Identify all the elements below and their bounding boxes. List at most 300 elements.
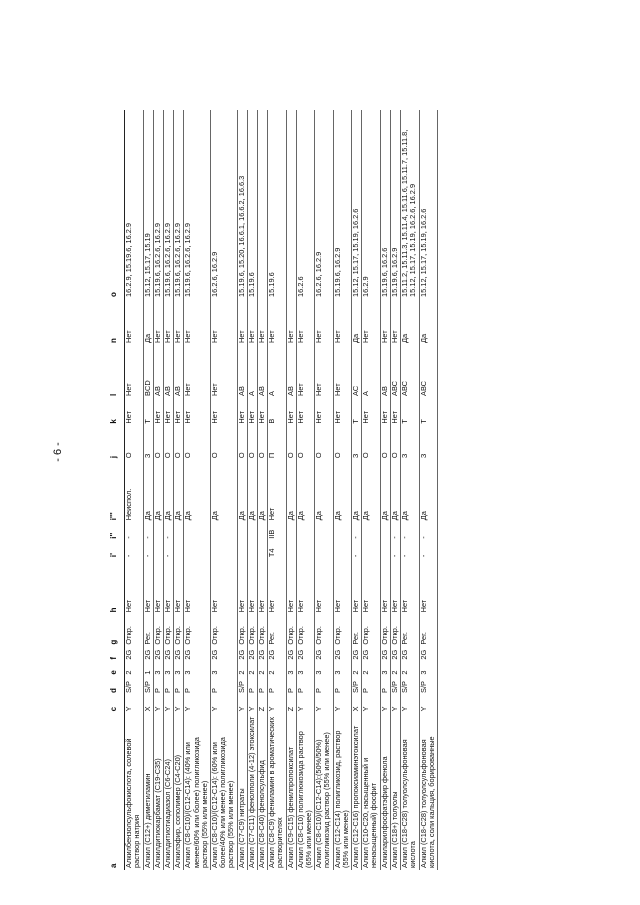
table-row bbox=[352, 110, 362, 870]
cell-fire-protection: Нет bbox=[333, 345, 351, 398]
cell-hazard: S/P bbox=[125, 677, 143, 695]
cell-apparatus-group: - bbox=[164, 522, 174, 540]
cell-ship-type: 3 bbox=[174, 662, 184, 677]
table-body bbox=[125, 110, 438, 870]
cell-gauging: О bbox=[390, 426, 400, 461]
cell-gauging: О bbox=[258, 426, 268, 461]
cell-flashpoint: Да bbox=[237, 460, 247, 522]
cell-gauging: О bbox=[164, 426, 174, 461]
cell-ship-type: 3 bbox=[296, 662, 314, 677]
cell-emergency-equipment: Нет bbox=[174, 299, 184, 345]
cell-temp-class bbox=[153, 541, 163, 559]
cell-tank-type: 2G bbox=[362, 647, 380, 662]
cell-flashpoint: Да bbox=[315, 460, 333, 522]
cell-fire-protection: АВ bbox=[164, 345, 174, 398]
cell-vapour-detection: Нет bbox=[237, 398, 247, 426]
cell-gauging: О bbox=[315, 426, 333, 461]
cell-hazard: P bbox=[315, 677, 333, 695]
table-row bbox=[247, 110, 257, 870]
cell-apparatus-group: - bbox=[419, 522, 437, 540]
cell-apparatus-group bbox=[286, 522, 296, 540]
cell-special-requirements: 15.12, 15.17, 15.19 bbox=[143, 110, 153, 299]
cell-flashpoint: Да bbox=[247, 460, 257, 522]
cell-hazard: P bbox=[296, 677, 314, 695]
cell-temp-class: - bbox=[143, 541, 153, 559]
column-header: l bbox=[110, 345, 125, 398]
cell-category: Y bbox=[380, 695, 390, 713]
cell-fire-protection: А bbox=[268, 345, 286, 398]
cell-hazard: P bbox=[362, 677, 380, 695]
cell-vapour-detection: Нет bbox=[258, 398, 268, 426]
cell-hazard: P bbox=[164, 677, 174, 695]
cell-emergency-equipment: Нет bbox=[211, 299, 238, 345]
cell-gauging: З bbox=[401, 426, 419, 461]
cell-temp-class: Т4 bbox=[268, 541, 286, 559]
cell-vapour-detection: Нет bbox=[247, 398, 257, 426]
cell-product-name: Алкилэфир, сополимер (С4-С20) bbox=[174, 713, 184, 870]
cell-environment: Нет bbox=[296, 559, 314, 614]
cell-fire-protection: АВ bbox=[153, 345, 163, 398]
cell-special-requirements: 15.19.6, 16.2.6, 16.2.9 bbox=[174, 110, 184, 299]
cell-environment: Нет bbox=[247, 559, 257, 614]
cell-flashpoint: Да bbox=[153, 460, 163, 522]
cell-tank-vents: Рег. bbox=[401, 614, 419, 646]
cell-flashpoint: Да bbox=[184, 460, 211, 522]
cell-category: Y bbox=[268, 695, 286, 713]
cell-fire-protection: А bbox=[362, 345, 380, 398]
column-header: i' bbox=[110, 541, 125, 559]
cell-product-name: Алкил (С18-С28) толуолсульфоновая кислота, соли кальция, борированные bbox=[419, 713, 437, 870]
cell-tank-type: 2G bbox=[315, 647, 333, 662]
table-row bbox=[211, 110, 238, 870]
cell-special-requirements: 15.19.6, 16.2.6, 16.2.9 bbox=[184, 110, 211, 299]
cell-tank-type: 2G bbox=[125, 647, 143, 662]
cell-apparatus-group bbox=[380, 522, 390, 540]
table-row bbox=[143, 110, 153, 870]
cell-emergency-equipment: Да bbox=[143, 299, 153, 345]
cell-fire-protection: АВ bbox=[237, 345, 247, 398]
cell-environment: Нет bbox=[286, 559, 296, 614]
cell-apparatus-group bbox=[362, 522, 380, 540]
cell-product-name: Алкил (С12+) диметиламин bbox=[143, 713, 153, 870]
cell-emergency-equipment: Нет bbox=[286, 299, 296, 345]
cell-ship-type: 2 bbox=[237, 662, 247, 677]
page-number: - 6 - bbox=[52, 442, 64, 462]
cell-ship-type: 3 bbox=[286, 662, 296, 677]
cell-special-requirements: 15.19.6, 16.2.9 bbox=[333, 110, 351, 299]
cell-product-name: Алкил (С9-С15) фенилпропоксилат bbox=[286, 713, 296, 870]
cell-fire-protection: АС bbox=[352, 345, 362, 398]
cell-ship-type: 2 bbox=[362, 662, 380, 677]
cell-emergency-equipment: Нет bbox=[153, 299, 163, 345]
cell-product-name: Алкил (С7-С9) нитраты bbox=[237, 713, 247, 870]
cell-apparatus-group bbox=[153, 522, 163, 540]
cell-product-name: Алкил (С8-С10)/(С12-С14): (60% или более/40% или менее) полигликозида раствор (55% или менее) bbox=[211, 713, 238, 870]
cell-emergency-equipment: Нет bbox=[164, 299, 174, 345]
cell-special-requirements: 16.2.9, 15.19.6, 16.2.9 bbox=[125, 110, 143, 299]
cell-tank-type: 2G bbox=[164, 647, 174, 662]
cell-emergency-equipment: Нет bbox=[125, 299, 143, 345]
cell-tank-vents: Откр. bbox=[164, 614, 174, 646]
column-header: j bbox=[110, 426, 125, 461]
cell-ship-type: 3 bbox=[153, 662, 163, 677]
cell-gauging: О bbox=[333, 426, 351, 461]
cell-temp-class bbox=[362, 541, 380, 559]
cell-environment: Нет bbox=[419, 559, 437, 614]
cell-tank-vents: Откр. bbox=[362, 614, 380, 646]
cell-emergency-equipment: Нет bbox=[184, 299, 211, 345]
cargo-table bbox=[110, 110, 438, 870]
cell-fire-protection: Нет bbox=[125, 345, 143, 398]
cell-emergency-equipment: Да bbox=[419, 299, 437, 345]
cell-flashpoint: Да bbox=[419, 460, 437, 522]
cell-ship-type: 3 bbox=[333, 662, 351, 677]
cell-flashpoint: Да bbox=[286, 460, 296, 522]
cell-product-name: Алкилдитиокарбамат (С19-С35) bbox=[153, 713, 163, 870]
cell-emergency-equipment: Нет bbox=[315, 299, 333, 345]
column-header: n bbox=[110, 299, 125, 345]
cell-environment: Нет bbox=[380, 559, 390, 614]
cell-apparatus-group bbox=[333, 522, 351, 540]
cell-apparatus-group bbox=[211, 522, 238, 540]
cell-tank-vents: Рег. bbox=[352, 614, 362, 646]
cell-tank-type: 2G bbox=[153, 647, 163, 662]
table-row bbox=[164, 110, 174, 870]
cell-ship-type: 2 bbox=[125, 662, 143, 677]
cell-category: Y bbox=[184, 695, 211, 713]
cell-product-name: Алкил (С7-С11) фенолполи (4-12) этоксилат bbox=[247, 713, 257, 870]
cell-fire-protection: АВ bbox=[286, 345, 296, 398]
cell-fire-protection: BCD bbox=[143, 345, 153, 398]
cell-fire-protection: АВС bbox=[419, 345, 437, 398]
cell-gauging: О bbox=[153, 426, 163, 461]
cell-category: Y bbox=[164, 695, 174, 713]
cell-apparatus-group: - bbox=[390, 522, 400, 540]
table-row bbox=[333, 110, 351, 870]
cell-category: Z bbox=[258, 695, 268, 713]
cell-special-requirements: 16.2.6 bbox=[296, 110, 314, 299]
cell-special-requirements: 15.19.6, 16.2.6, 16.2.9 bbox=[153, 110, 163, 299]
cell-apparatus-group: - bbox=[352, 522, 362, 540]
cell-gauging: З bbox=[143, 426, 153, 461]
cell-product-name: Алкил (С12-С16) пропоксиаминэтоксилат bbox=[352, 713, 362, 870]
cell-vapour-detection: Нет bbox=[286, 398, 296, 426]
cell-product-name: Алкил (С8-С10)/(С12-С14):(50%/50%) полигликозид раствор (55% или менее) bbox=[315, 713, 333, 870]
cell-flashpoint: Да bbox=[296, 460, 314, 522]
cell-environment: Нет bbox=[362, 559, 380, 614]
cell-category: Z bbox=[286, 695, 296, 713]
table-row bbox=[315, 110, 333, 870]
cell-flashpoint: Неиспол. bbox=[125, 460, 143, 522]
cell-hazard: S/P bbox=[390, 677, 400, 695]
cell-environment: Нет bbox=[268, 559, 286, 614]
table-row bbox=[237, 110, 247, 870]
cell-gauging: О bbox=[362, 426, 380, 461]
cell-apparatus-group bbox=[315, 522, 333, 540]
cell-apparatus-group: - bbox=[143, 522, 153, 540]
table-row bbox=[184, 110, 211, 870]
table-row bbox=[125, 110, 143, 870]
cell-special-requirements: 15.19.6 bbox=[247, 110, 257, 299]
cell-tank-vents: Рег. bbox=[143, 614, 153, 646]
cell-tank-vents: Откр. bbox=[153, 614, 163, 646]
cell-tank-type: 2G bbox=[247, 647, 257, 662]
cell-tank-type: 2G bbox=[211, 647, 238, 662]
cell-tank-vents: Откр. bbox=[286, 614, 296, 646]
cell-emergency-equipment: Да bbox=[401, 299, 419, 345]
cell-apparatus-group bbox=[237, 522, 247, 540]
cell-emergency-equipment: Нет bbox=[268, 299, 286, 345]
cell-tank-type: 2G bbox=[237, 647, 247, 662]
cell-flashpoint: Да bbox=[362, 460, 380, 522]
cell-gauging: П bbox=[268, 426, 286, 461]
cell-environment: Нет bbox=[237, 559, 247, 614]
column-header: i''' bbox=[110, 460, 125, 522]
cell-hazard: P bbox=[174, 677, 184, 695]
cell-category: Y bbox=[174, 695, 184, 713]
cell-fire-protection: Нет bbox=[296, 345, 314, 398]
cell-tank-vents: Откр. bbox=[390, 614, 400, 646]
cell-special-requirements: 15.19.6 bbox=[268, 110, 286, 299]
cell-special-requirements: 15.19.6, 16.2.9 bbox=[390, 110, 400, 299]
cell-flashpoint: Да bbox=[211, 460, 238, 522]
cell-tank-vents: Рег. bbox=[268, 614, 286, 646]
cell-flashpoint: Да bbox=[258, 460, 268, 522]
cell-gauging: О bbox=[211, 426, 238, 461]
cell-gauging: О bbox=[380, 426, 390, 461]
cell-special-requirements bbox=[286, 110, 296, 299]
cell-emergency-equipment: Нет bbox=[362, 299, 380, 345]
cell-vapour-detection: Нет bbox=[174, 398, 184, 426]
cell-gauging: О bbox=[296, 426, 314, 461]
cell-environment: Нет bbox=[164, 559, 174, 614]
cell-ship-type: 1 bbox=[143, 662, 153, 677]
cell-temp-class: - bbox=[164, 541, 174, 559]
cell-fire-protection: АВС bbox=[390, 345, 400, 398]
cell-temp-class bbox=[247, 541, 257, 559]
cell-temp-class: - bbox=[419, 541, 437, 559]
cell-product-name: Алкиларилфосфатэфир фенола bbox=[380, 713, 390, 870]
column-header: d bbox=[110, 677, 125, 695]
cell-apparatus-group bbox=[247, 522, 257, 540]
cell-hazard: P bbox=[286, 677, 296, 695]
cell-tank-type: 2G bbox=[184, 647, 211, 662]
cell-tank-type: 2G bbox=[352, 647, 362, 662]
cell-environment: Нет bbox=[125, 559, 143, 614]
cell-vapour-detection: Нет bbox=[125, 398, 143, 426]
cell-category: Y bbox=[247, 695, 257, 713]
cell-environment: Нет bbox=[184, 559, 211, 614]
cell-temp-class bbox=[286, 541, 296, 559]
cell-special-requirements: 15.19.6, 16.2.6, 16.2.9 bbox=[164, 110, 174, 299]
cell-category: Y bbox=[296, 695, 314, 713]
cell-temp-class bbox=[237, 541, 247, 559]
cell-environment: Нет bbox=[333, 559, 351, 614]
cell-temp-class: - bbox=[390, 541, 400, 559]
table-row bbox=[419, 110, 437, 870]
column-header: f bbox=[110, 647, 125, 662]
cell-gauging: О bbox=[286, 426, 296, 461]
cell-apparatus-group bbox=[296, 522, 314, 540]
cell-tank-vents: Откр. bbox=[380, 614, 390, 646]
cell-category: Y bbox=[333, 695, 351, 713]
table-row bbox=[268, 110, 286, 870]
cell-environment: Нет bbox=[315, 559, 333, 614]
table-row bbox=[390, 110, 400, 870]
cell-vapour-detection: Т bbox=[143, 398, 153, 426]
cell-tank-vents: Откр. bbox=[237, 614, 247, 646]
cell-vapour-detection: Нет bbox=[362, 398, 380, 426]
cell-vapour-detection: Нет bbox=[390, 398, 400, 426]
cell-category: Y bbox=[390, 695, 400, 713]
cell-fire-protection: Нет bbox=[315, 345, 333, 398]
cell-environment: Нет bbox=[390, 559, 400, 614]
cell-vapour-detection: Нет bbox=[333, 398, 351, 426]
cell-fire-protection: Нет bbox=[184, 345, 211, 398]
cell-ship-type: 2 bbox=[352, 662, 362, 677]
cell-temp-class: - bbox=[125, 541, 143, 559]
cell-ship-type: 3 bbox=[164, 662, 174, 677]
cell-tank-type: 2G bbox=[419, 647, 437, 662]
cell-gauging: О bbox=[237, 426, 247, 461]
cell-temp-class bbox=[174, 541, 184, 559]
cell-flashpoint: Да bbox=[164, 460, 174, 522]
cell-product-name: Алкилбензолсульфокислота, солевой раствор натрия bbox=[125, 713, 143, 870]
cell-flashpoint: Да bbox=[380, 460, 390, 522]
cell-special-requirements: 15.11.2, 15.11.3, 15.11.4, 15.11.6, 15.11.7, 15.11.8, 15.12, 15.17, 15.19, 16.2.6, 16.2.9 bbox=[401, 110, 419, 299]
column-header: k bbox=[110, 398, 125, 426]
cell-apparatus-group bbox=[258, 522, 268, 540]
cell-emergency-equipment: Нет bbox=[333, 299, 351, 345]
cell-product-name: Алкил (С8-С10) полиглюкозида раствор (65% или менее) bbox=[296, 713, 314, 870]
cell-category: X bbox=[143, 695, 153, 713]
cell-category: Y bbox=[362, 695, 380, 713]
cell-environment: Нет bbox=[153, 559, 163, 614]
cell-gauging: З bbox=[419, 426, 437, 461]
cell-fire-protection: АВС bbox=[401, 345, 419, 398]
cell-tank-type: 2G bbox=[390, 647, 400, 662]
cell-product-name: Алкилдитиотиадиазол (С6-С24) bbox=[164, 713, 174, 870]
cell-emergency-equipment: Нет bbox=[247, 299, 257, 345]
cell-tank-vents: Откр. bbox=[174, 614, 184, 646]
cell-special-requirements: 16.2.9 bbox=[362, 110, 380, 299]
cell-category: Y bbox=[153, 695, 163, 713]
table-row bbox=[258, 110, 268, 870]
cell-hazard: P bbox=[380, 677, 390, 695]
cell-special-requirements: 15.19.6, 16.2.6 bbox=[380, 110, 390, 299]
cell-tank-type: 2G bbox=[380, 647, 390, 662]
cell-ship-type: 3 bbox=[211, 662, 238, 677]
cell-tank-vents: Откр. bbox=[211, 614, 238, 646]
cell-vapour-detection: Нет bbox=[380, 398, 390, 426]
cell-tank-vents: Откр. bbox=[333, 614, 351, 646]
cell-fire-protection: АВ bbox=[380, 345, 390, 398]
cell-vapour-detection: Нет bbox=[153, 398, 163, 426]
cell-hazard: P bbox=[184, 677, 211, 695]
cell-ship-type: 2 bbox=[247, 662, 257, 677]
cell-flashpoint: Да bbox=[390, 460, 400, 522]
cell-hazard: P bbox=[333, 677, 351, 695]
cell-ship-type: 2 bbox=[268, 662, 286, 677]
cell-tank-vents: Откр. bbox=[296, 614, 314, 646]
cell-temp-class: - bbox=[352, 541, 362, 559]
cell-special-requirements: 16.2.6, 16.2.9 bbox=[315, 110, 333, 299]
cell-product-name: Алкил (С18+) толуолы bbox=[390, 713, 400, 870]
cell-tank-type: 2G bbox=[268, 647, 286, 662]
cell-fire-protection: АВ bbox=[258, 345, 268, 398]
cell-special-requirements: 16.2.6, 16.2.9 bbox=[211, 110, 238, 299]
column-header: g bbox=[110, 614, 125, 646]
cell-vapour-detection: Нет bbox=[184, 398, 211, 426]
cell-environment: Нет bbox=[174, 559, 184, 614]
cell-vapour-detection: Т bbox=[419, 398, 437, 426]
cell-hazard: P bbox=[258, 677, 268, 695]
cell-emergency-equipment: Нет bbox=[258, 299, 268, 345]
cell-environment: Нет bbox=[352, 559, 362, 614]
cell-environment: Нет bbox=[401, 559, 419, 614]
cell-hazard: P bbox=[211, 677, 238, 695]
cell-ship-type: 3 bbox=[380, 662, 390, 677]
cell-hazard: P bbox=[247, 677, 257, 695]
cell-fire-protection: Нет bbox=[211, 345, 238, 398]
cell-flashpoint: Да bbox=[333, 460, 351, 522]
cell-flashpoint: Да bbox=[352, 460, 362, 522]
cell-emergency-equipment: Нет bbox=[380, 299, 390, 345]
cell-tank-vents: Откр. bbox=[258, 614, 268, 646]
cell-temp-class bbox=[258, 541, 268, 559]
cell-tank-type: 2G bbox=[401, 647, 419, 662]
cell-tank-type: 2G bbox=[296, 647, 314, 662]
cell-tank-vents: Откр. bbox=[184, 614, 211, 646]
cell-flashpoint: Да bbox=[143, 460, 153, 522]
cell-temp-class bbox=[296, 541, 314, 559]
cell-category: Y bbox=[315, 695, 333, 713]
rotated-page bbox=[110, 110, 538, 870]
cell-temp-class bbox=[315, 541, 333, 559]
table-row bbox=[296, 110, 314, 870]
cell-emergency-equipment: Нет bbox=[390, 299, 400, 345]
cell-temp-class bbox=[333, 541, 351, 559]
cell-tank-type: 2G bbox=[143, 647, 153, 662]
cell-apparatus-group: - bbox=[401, 522, 419, 540]
cell-tank-vents: Откр. bbox=[247, 614, 257, 646]
table-row bbox=[380, 110, 390, 870]
cell-vapour-detection: Т bbox=[401, 398, 419, 426]
cell-temp-class bbox=[211, 541, 238, 559]
column-header: a bbox=[110, 713, 125, 870]
cell-emergency-equipment: Да bbox=[352, 299, 362, 345]
cell-ship-type: 2 bbox=[258, 662, 268, 677]
cell-ship-type: 3 bbox=[184, 662, 211, 677]
cell-gauging: О bbox=[125, 426, 143, 461]
cell-apparatus-group bbox=[174, 522, 184, 540]
cell-product-name: Алкил (С12-С14) полигликозид, раствор (55% или менее) bbox=[333, 713, 351, 870]
table-row bbox=[362, 110, 380, 870]
column-header: e bbox=[110, 662, 125, 677]
cell-hazard: S/P bbox=[237, 677, 247, 695]
cell-product-name: Алкил (С8-С9) фениламин в ароматических растворителях bbox=[268, 713, 286, 870]
cell-flashpoint: Да bbox=[401, 460, 419, 522]
cell-vapour-detection: Нет bbox=[164, 398, 174, 426]
cell-apparatus-group bbox=[184, 522, 211, 540]
cell-environment: Нет bbox=[143, 559, 153, 614]
cell-special-requirements bbox=[258, 110, 268, 299]
cell-temp-class bbox=[184, 541, 211, 559]
cell-product-name: Алкил (С18-С28) толуолсульфоновая кислота bbox=[401, 713, 419, 870]
cell-flashpoint: Да bbox=[174, 460, 184, 522]
cell-vapour-detection: Нет bbox=[296, 398, 314, 426]
cell-apparatus-group: IIB bbox=[268, 522, 286, 540]
